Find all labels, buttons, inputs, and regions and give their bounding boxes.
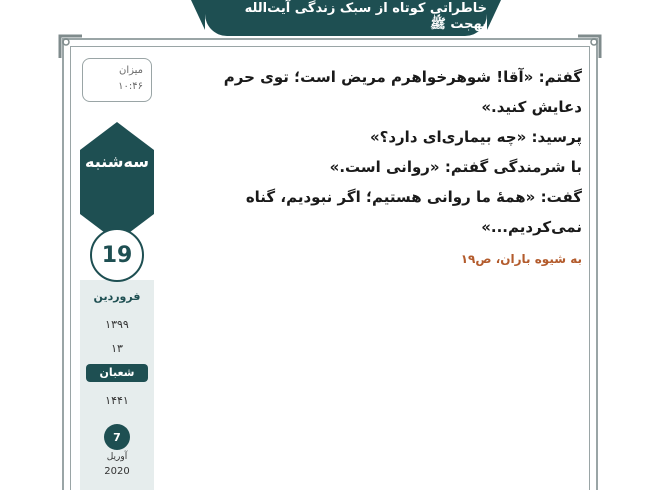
lunar-day: ۱۳ xyxy=(111,342,123,355)
weekday-badge-shape xyxy=(80,122,154,242)
day-number: 19 xyxy=(90,228,144,282)
header-banner xyxy=(205,0,487,36)
corner-ornament-top-right-icon xyxy=(576,34,602,60)
gregorian-month: آوریل xyxy=(106,452,128,462)
header-title: خاطراتی کوتاه از سبک زندگی آیت‌الله بهجت ﷺ xyxy=(244,1,487,32)
lunar-year: ۱۴۴۱ xyxy=(105,394,129,407)
gregorian-day: 7 xyxy=(104,424,130,450)
source-citation: به شیوه باران، ص۱۹ xyxy=(460,252,582,266)
solar-month: فروردین xyxy=(93,290,141,303)
dialogue-line-2: پرسید: «چه بیماری‌ای دارد؟» xyxy=(369,128,582,146)
dialogue-line-1: گفتم: «آقا! شوهرخواهرم مریض است؛ توی حرم دعایش کنید.» xyxy=(223,68,582,116)
gregorian-year: 2020 xyxy=(104,466,130,477)
dialogue-line-4: گفت: «همهٔ ما روانی هستیم؛ اگر نبودیم، گناه نمی‌کردیم...» xyxy=(245,188,582,236)
lunar-month: شعبان xyxy=(86,364,148,382)
weekday-label: سه‌شنبه xyxy=(85,152,149,171)
prayer-time-box xyxy=(82,58,152,102)
quote-content xyxy=(170,62,582,270)
calendar-sidebar xyxy=(76,52,158,490)
time-value: ۱۰:۴۶ xyxy=(118,81,143,92)
dialogue-line-3: با شرمندگی گفتم: «روانی است.» xyxy=(329,158,582,176)
time-label: میزان xyxy=(118,65,143,76)
solar-year: ۱۳۹۹ xyxy=(105,318,129,331)
